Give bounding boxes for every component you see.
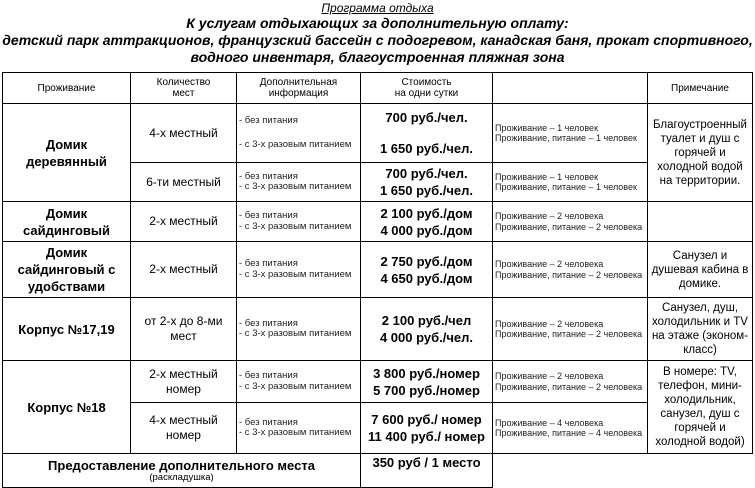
table-row-extra-bed xyxy=(3,454,753,488)
price-cell: 2 100 руб./дом 4 000 руб./дом xyxy=(361,202,493,242)
price-cell: 700 руб./чел. 1 650 руб./чел. xyxy=(361,104,493,163)
services-line-1: детский парк аттракционов, французский бассейн с подогревом, канадская баня, прокат спортивного, xyxy=(2,32,753,48)
places-count: 2-х местный номер xyxy=(131,361,237,403)
additional-info: - без питания - с 3-х разовым питанием xyxy=(237,403,361,454)
note-cell: В номере: TV, телефон, мини-холодильник, санузел, душ с горячей и холодной водой) xyxy=(648,361,753,454)
additional-info: - без питания - с 3-х разовым питанием xyxy=(237,298,361,361)
occupancy-cell: Проживание – 4 человека Проживание, питание – 4 человека xyxy=(493,403,648,454)
places-count: от 2-х до 8-ми мест xyxy=(131,298,237,361)
places-count: 2-х местный xyxy=(131,202,237,242)
table-row xyxy=(3,361,753,403)
extra-bed-empty xyxy=(493,454,753,488)
price-cell: 3 800 руб./номер 5 700 руб./номер xyxy=(361,361,493,403)
additional-info: - без питания - с 3-х разовым питанием xyxy=(237,242,361,298)
additional-info: - без питания - с 3-х разовым питанием xyxy=(237,361,361,403)
places-count: 2-х местный xyxy=(131,242,237,298)
occupancy-cell: Проживание – 1 человек Проживание, питание – 1 человек xyxy=(493,163,648,202)
places-count: 6-ти местный xyxy=(131,163,237,202)
table-row xyxy=(3,242,753,298)
note-cell xyxy=(648,202,753,242)
header xyxy=(0,0,755,66)
additional-info: - без питания - с 3-х разовым питанием xyxy=(237,104,361,163)
table-header-row xyxy=(3,73,753,104)
col-accommodation: Проживание xyxy=(3,73,131,104)
price-cell: 2 100 руб./чел 4 000 руб./чел. xyxy=(361,298,493,361)
accommodation-name: Корпус №17,19 xyxy=(3,298,131,361)
table-row xyxy=(3,202,753,242)
col-price: Стоимость на одни сутки xyxy=(361,73,493,104)
extra-bed-label: Предоставление дополнительного места (раскладушка) xyxy=(3,454,361,488)
col-note: Примечание xyxy=(648,73,753,104)
accommodation-name: Домик деревянный xyxy=(3,104,131,202)
occupancy-cell: Проживание – 2 человека Проживание, питание – 2 человека xyxy=(493,298,648,361)
accommodation-name: Корпус №18 xyxy=(3,361,131,454)
places-count: 4-х местный номер xyxy=(131,403,237,454)
extra-bed-price: 350 руб / 1 место xyxy=(361,454,493,488)
extra-bed-sublabel: (раскладушка) xyxy=(149,472,214,483)
services-title: К услугам отдыхающих за дополнительную оплату: xyxy=(186,15,569,31)
services-line-2: водного инвентаря, благоустроенная пляжная зона xyxy=(190,49,565,65)
note-cell: Санузел и душевая кабина в домике. xyxy=(648,242,753,298)
note-cell: Благоустроенный туалет и душ с горячей и холодной водой на территории. xyxy=(648,104,753,202)
table-row xyxy=(3,104,753,163)
program-title: Программа отдыха xyxy=(321,1,434,15)
col-occupancy xyxy=(493,73,648,104)
price-cell: 700 руб./чел. 1 650 руб./чел. xyxy=(361,163,493,202)
note-cell: Санузел, душ, холодильник и TV на этаже (эконом-класс) xyxy=(648,298,753,361)
occupancy-cell: Проживание – 2 человека Проживание, питание – 2 человека xyxy=(493,361,648,403)
occupancy-cell: Проживание – 2 человека Проживание, питание – 2 человека xyxy=(493,242,648,298)
additional-info: - без питания - с 3-х разовым питанием xyxy=(237,163,361,202)
table-row xyxy=(3,298,753,361)
price-cell: 7 600 руб./ номер 11 400 руб./ номер xyxy=(361,403,493,454)
additional-info: - без питания - с 3-х разовым питанием xyxy=(237,202,361,242)
accommodation-name: Домик сайдинговый с удобствами xyxy=(3,242,131,298)
occupancy-cell: Проживание – 1 человек Проживание, питание – 1 человек xyxy=(493,104,648,163)
occupancy-cell: Проживание – 2 человека Проживание, питание – 2 человека xyxy=(493,202,648,242)
col-info: Дополнительная информация xyxy=(237,73,361,104)
price-table xyxy=(2,72,753,488)
price-cell: 2 750 руб./дом 4 650 руб./дом xyxy=(361,242,493,298)
accommodation-name: Домик сайдинговый xyxy=(3,202,131,242)
col-places: Количество мест xyxy=(131,73,237,104)
places-count: 4-х местный xyxy=(131,104,237,163)
